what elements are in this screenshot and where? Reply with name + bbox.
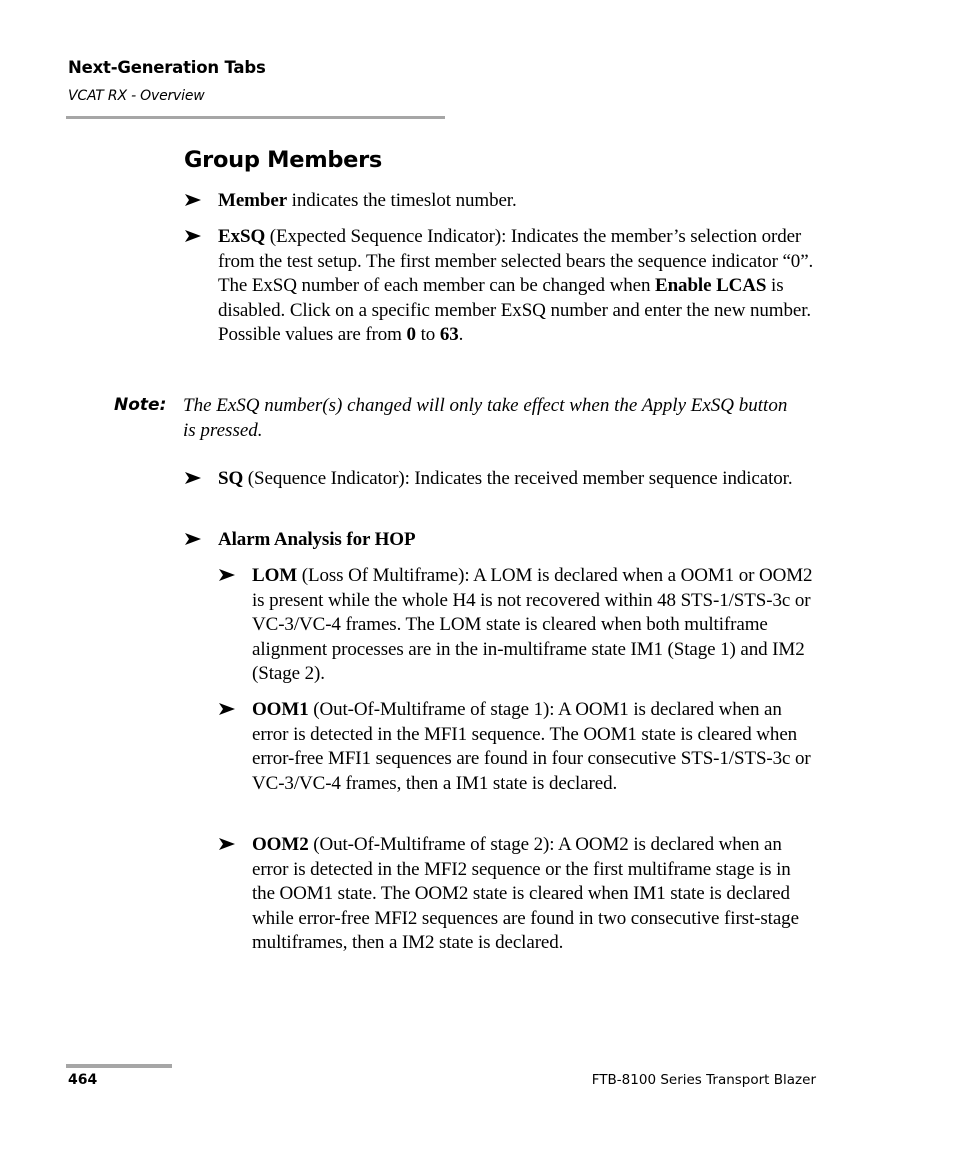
bullet-alarm-analysis xyxy=(184,528,824,553)
subbullet-oom2-description: (Out-Of-Multiframe of stage 2): A OOM2 is declared when an error is detected in the MFI2 sequence or the first multiframe stage is in the OOM1 state. The OOM2 state is cleared when IM1 state is declared while error-free MFI2 sequences are found in two consecutive first-stage multiframes, then a IM2 state is declared. xyxy=(252,834,799,953)
bullet-sq xyxy=(184,467,824,492)
range-to: to xyxy=(415,324,440,345)
header-divider xyxy=(66,116,445,119)
header-title: Next-Generation Tabs xyxy=(68,58,266,77)
bullet-exsq xyxy=(184,225,824,348)
bullet-exsq-description-1: (Expected Sequence Indicator): Indicates the member’s selection order from the test setup. The first member selected bears the sequence indicator “0”. The ExSQ number of each member can be changed when xyxy=(218,226,814,296)
subbullet-oom2-text xyxy=(252,833,818,956)
range-max: 63 xyxy=(439,324,459,345)
subbullet-lom-text xyxy=(252,564,818,687)
bullet-member xyxy=(184,189,824,214)
bullet-exsq-description-2: is disabled. Click on a specific member ExSQ number and enter the new number. Possible values are from xyxy=(218,275,812,345)
bullet-member-description: indicates the timeslot number. xyxy=(287,190,517,211)
section-heading: Group Members xyxy=(184,147,383,173)
arrowhead-bullet-icon xyxy=(184,469,202,487)
header-subtitle: VCAT RX - Overview xyxy=(68,88,205,104)
bullet-member-text xyxy=(218,189,818,214)
bullet-alarm-analysis-text xyxy=(218,528,818,553)
term-member: Member xyxy=(218,190,288,211)
arrowhead-bullet-icon xyxy=(184,530,202,548)
subbullet-oom1-description: (Out-Of-Multiframe of stage 1): A OOM1 is declared when an error is detected in the MFI1 sequence. The OOM1 state is cleared when error-free MFI1 sequences are found in four consecutive STS-1/STS-3c or VC-3/VC-4 frames, then a IM1 state is declared. xyxy=(252,699,811,794)
term-alarm-analysis: Alarm Analysis for HOP xyxy=(218,529,416,550)
arrowhead-bullet-icon xyxy=(218,566,236,584)
note-label: Note: xyxy=(114,395,167,415)
range-min: 0 xyxy=(406,324,416,345)
subbullet-oom1 xyxy=(218,698,824,796)
term-sq: SQ xyxy=(218,468,244,489)
bullet-exsq-text xyxy=(218,225,818,348)
arrowhead-bullet-icon xyxy=(184,227,202,245)
subbullet-lom xyxy=(218,564,824,687)
bullet-exsq-end: . xyxy=(458,324,464,345)
subbullet-lom-description: (Loss Of Multiframe): A LOM is declared when a OOM1 or OOM2 is present while the whole H4 is not recovered within 48 STS-1/STS-3c or VC-3/VC-4 frames. The LOM state is cleared when both multiframe alignment processes are in the in-multiframe state IM1 (Stage 1) and IM2 (Stage 2). xyxy=(252,565,813,684)
arrowhead-bullet-icon xyxy=(218,700,236,718)
subbullet-oom1-text xyxy=(252,698,818,796)
page-number: 464 xyxy=(68,1072,98,1088)
term-enable-lcas: Enable LCAS xyxy=(655,275,767,296)
subbullet-oom2 xyxy=(218,833,824,956)
term-exsq: ExSQ xyxy=(218,226,266,247)
bullet-sq-description: (Sequence Indicator): Indicates the received member sequence indicator. xyxy=(243,468,793,489)
term-oom1: OOM1 xyxy=(252,699,309,720)
footer-divider xyxy=(66,1064,172,1068)
term-lom: LOM xyxy=(252,565,298,586)
bullet-sq-text xyxy=(218,467,818,492)
note-text: The ExSQ number(s) changed will only take effect when the Apply ExSQ button is pressed. xyxy=(183,395,788,441)
term-oom2: OOM2 xyxy=(252,834,309,855)
arrowhead-bullet-icon xyxy=(184,191,202,209)
footer-product-name: FTB-8100 Series Transport Blazer xyxy=(591,1072,816,1088)
arrowhead-bullet-icon xyxy=(218,835,236,853)
running-header xyxy=(68,58,266,105)
